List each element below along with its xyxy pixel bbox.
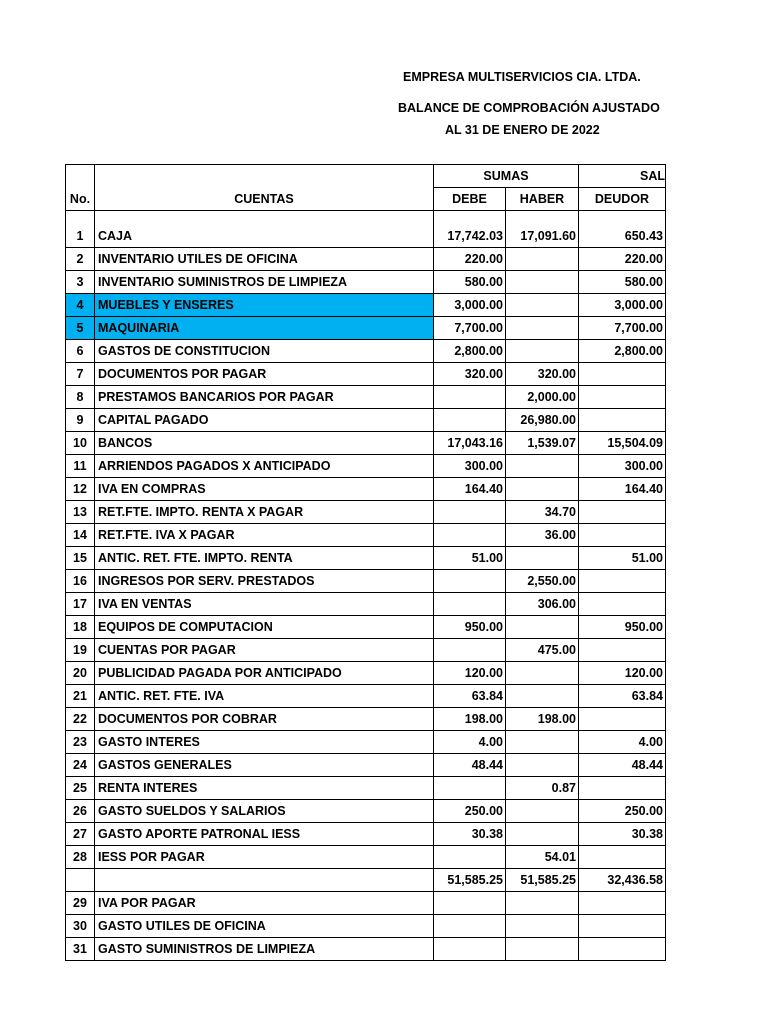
deudor-value — [579, 708, 666, 731]
account-row — [66, 915, 666, 938]
account-name: ANTIC. RET. FTE. IVA — [95, 685, 434, 708]
debe-value: 17,742.03 — [434, 225, 506, 248]
account-row — [66, 800, 666, 823]
account-row — [66, 777, 666, 800]
haber-value: 198.00 — [506, 708, 579, 731]
deudor-value: 250.00 — [579, 800, 666, 823]
row-number: 4 — [66, 294, 95, 317]
account-row — [66, 524, 666, 547]
haber-value: 26,980.00 — [506, 409, 579, 432]
deudor-value — [579, 846, 666, 869]
haber-value — [506, 685, 579, 708]
row-number: 17 — [66, 593, 95, 616]
haber-value — [506, 754, 579, 777]
debe-value: 4.00 — [434, 731, 506, 754]
debe-value — [434, 892, 506, 915]
account-name: GASTOS GENERALES — [95, 754, 434, 777]
account-name: RET.FTE. IVA X PAGAR — [95, 524, 434, 547]
report-date: AL 31 DE ENERO DE 2022 — [445, 123, 600, 137]
account-row — [66, 685, 666, 708]
account-row — [66, 363, 666, 386]
row-number: 22 — [66, 708, 95, 731]
row-number: 10 — [66, 432, 95, 455]
debe-value — [434, 915, 506, 938]
haber-value: 306.00 — [506, 593, 579, 616]
deudor-value — [579, 593, 666, 616]
account-row — [66, 662, 666, 685]
account-name: GASTO APORTE PATRONAL IESS — [95, 823, 434, 846]
row-number: 3 — [66, 271, 95, 294]
row-number: 30 — [66, 915, 95, 938]
haber-value — [506, 662, 579, 685]
account-row — [66, 823, 666, 846]
row-number: 14 — [66, 524, 95, 547]
debe-value: 164.40 — [434, 478, 506, 501]
haber-value: 36.00 — [506, 524, 579, 547]
row-number: 21 — [66, 685, 95, 708]
deudor-value — [579, 570, 666, 593]
account-name: DOCUMENTOS POR PAGAR — [95, 363, 434, 386]
deudor-value — [579, 915, 666, 938]
debe-value — [434, 639, 506, 662]
deudor-value: 63.84 — [579, 685, 666, 708]
report-title: BALANCE DE COMPROBACIÓN AJUSTADO — [398, 101, 660, 115]
row-number: 20 — [66, 662, 95, 685]
col-header-debe: DEBE — [434, 188, 506, 211]
account-name: EQUIPOS DE COMPUTACION — [95, 616, 434, 639]
account-row — [66, 317, 666, 340]
row-number: 1 — [66, 225, 95, 248]
row-number: 8 — [66, 386, 95, 409]
deudor-value — [579, 777, 666, 800]
row-number: 5 — [66, 317, 95, 340]
spacer-cell — [434, 211, 506, 226]
deudor-value — [579, 892, 666, 915]
account-name: IESS POR PAGAR — [95, 846, 434, 869]
row-number — [66, 869, 95, 892]
row-number: 27 — [66, 823, 95, 846]
haber-value: 1,539.07 — [506, 432, 579, 455]
col-header-haber: HABER — [506, 188, 579, 211]
deudor-value — [579, 938, 666, 961]
debe-value: 580.00 — [434, 271, 506, 294]
account-name: GASTO SUELDOS Y SALARIOS — [95, 800, 434, 823]
account-name: PUBLICIDAD PAGADA POR ANTICIPADO — [95, 662, 434, 685]
debe-value: 320.00 — [434, 363, 506, 386]
account-row — [66, 455, 666, 478]
account-name: GASTOS DE CONSTITUCION — [95, 340, 434, 363]
debe-value: 30.38 — [434, 823, 506, 846]
haber-value: 475.00 — [506, 639, 579, 662]
debe-value — [434, 777, 506, 800]
deudor-value: 164.40 — [579, 478, 666, 501]
haber-value: 2,550.00 — [506, 570, 579, 593]
deudor-value: 120.00 — [579, 662, 666, 685]
haber-value — [506, 455, 579, 478]
account-row — [66, 409, 666, 432]
spacer-row — [66, 211, 666, 226]
deudor-value: 30.38 — [579, 823, 666, 846]
haber-value — [506, 340, 579, 363]
row-number: 16 — [66, 570, 95, 593]
haber-value: 34.70 — [506, 501, 579, 524]
col-header-deudor: DEUDOR — [579, 188, 666, 211]
account-row — [66, 892, 666, 915]
deudor-value: 950.00 — [579, 616, 666, 639]
deudor-value — [579, 386, 666, 409]
row-number: 25 — [66, 777, 95, 800]
haber-value — [506, 731, 579, 754]
account-name: DOCUMENTOS POR COBRAR — [95, 708, 434, 731]
debe-value: 7,700.00 — [434, 317, 506, 340]
account-name: GASTO INTERES — [95, 731, 434, 754]
debe-value — [434, 409, 506, 432]
deudor-value: 48.44 — [579, 754, 666, 777]
account-name: GASTO SUMINISTROS DE LIMPIEZA — [95, 938, 434, 961]
haber-value — [506, 271, 579, 294]
haber-value — [506, 800, 579, 823]
deudor-value: 15,504.09 — [579, 432, 666, 455]
trial-balance-table-wrapper — [65, 164, 665, 961]
deudor-value — [579, 501, 666, 524]
col-header-no: No. — [66, 188, 95, 211]
totals-row — [66, 869, 666, 892]
haber-value — [506, 294, 579, 317]
debe-value: 63.84 — [434, 685, 506, 708]
debe-value — [434, 938, 506, 961]
haber-value — [506, 938, 579, 961]
account-name: MAQUINARIA — [95, 317, 434, 340]
account-row — [66, 271, 666, 294]
haber-value: 17,091.60 — [506, 225, 579, 248]
account-name: INVENTARIO UTILES DE OFICINA — [95, 248, 434, 271]
account-row — [66, 248, 666, 271]
haber-value — [506, 823, 579, 846]
account-row — [66, 616, 666, 639]
row-number: 11 — [66, 455, 95, 478]
account-name: INVENTARIO SUMINISTROS DE LIMPIEZA — [95, 271, 434, 294]
account-row — [66, 294, 666, 317]
group-header-row — [66, 165, 666, 188]
spacer-cell — [579, 211, 666, 226]
debe-value: 120.00 — [434, 662, 506, 685]
row-number: 12 — [66, 478, 95, 501]
account-row — [66, 593, 666, 616]
row-number: 15 — [66, 547, 95, 570]
debe-value — [434, 386, 506, 409]
deudor-value: 7,700.00 — [579, 317, 666, 340]
header-cell-empty — [95, 165, 434, 188]
account-name: RENTA INTERES — [95, 777, 434, 800]
account-name: RET.FTE. IMPTO. RENTA X PAGAR — [95, 501, 434, 524]
column-header-row — [66, 188, 666, 211]
row-number: 28 — [66, 846, 95, 869]
account-row — [66, 386, 666, 409]
account-name: IVA EN VENTAS — [95, 593, 434, 616]
deudor-value — [579, 524, 666, 547]
account-name: CUENTAS POR PAGAR — [95, 639, 434, 662]
row-number: 18 — [66, 616, 95, 639]
account-name: BANCOS — [95, 432, 434, 455]
row-number: 31 — [66, 938, 95, 961]
group-sumas: SUMAS — [434, 165, 579, 188]
debe-value — [434, 570, 506, 593]
account-row — [66, 547, 666, 570]
debe-value — [434, 501, 506, 524]
deudor-value — [579, 409, 666, 432]
header-cell-empty — [66, 165, 95, 188]
account-row — [66, 570, 666, 593]
trial-balance-table — [65, 164, 666, 961]
row-number: 19 — [66, 639, 95, 662]
account-name: PRESTAMOS BANCARIOS POR PAGAR — [95, 386, 434, 409]
row-number: 13 — [66, 501, 95, 524]
account-name: MUEBLES Y ENSERES — [95, 294, 434, 317]
debe-value — [434, 524, 506, 547]
haber-value — [506, 248, 579, 271]
row-number: 9 — [66, 409, 95, 432]
account-row — [66, 225, 666, 248]
debe-value: 48.44 — [434, 754, 506, 777]
haber-value — [506, 915, 579, 938]
haber-value — [506, 317, 579, 340]
account-row — [66, 432, 666, 455]
debe-value: 51.00 — [434, 547, 506, 570]
deudor-value: 4.00 — [579, 731, 666, 754]
deudor-value: 220.00 — [579, 248, 666, 271]
account-name: ARRIENDOS PAGADOS X ANTICIPADO — [95, 455, 434, 478]
row-number: 6 — [66, 340, 95, 363]
spacer-cell — [66, 211, 95, 226]
company-name: EMPRESA MULTISERVICIOS CIA. LTDA. — [403, 70, 641, 84]
account-name: INGRESOS POR SERV. PRESTADOS — [95, 570, 434, 593]
row-number: 29 — [66, 892, 95, 915]
account-row — [66, 501, 666, 524]
debe-value: 300.00 — [434, 455, 506, 478]
deudor-value: 51.00 — [579, 547, 666, 570]
haber-value: 2,000.00 — [506, 386, 579, 409]
haber-value: 0.87 — [506, 777, 579, 800]
haber-value: 51,585.25 — [506, 869, 579, 892]
row-number: 26 — [66, 800, 95, 823]
deudor-value: 3,000.00 — [579, 294, 666, 317]
account-name: GASTO UTILES DE OFICINA — [95, 915, 434, 938]
row-number: 24 — [66, 754, 95, 777]
debe-value: 2,800.00 — [434, 340, 506, 363]
account-row — [66, 938, 666, 961]
account-name: IVA POR PAGAR — [95, 892, 434, 915]
account-row — [66, 340, 666, 363]
account-name: CAPITAL PAGADO — [95, 409, 434, 432]
debe-value — [434, 846, 506, 869]
account-name — [95, 869, 434, 892]
row-number: 23 — [66, 731, 95, 754]
haber-value: 320.00 — [506, 363, 579, 386]
haber-value — [506, 547, 579, 570]
deudor-value: 300.00 — [579, 455, 666, 478]
deudor-value — [579, 639, 666, 662]
debe-value: 250.00 — [434, 800, 506, 823]
deudor-value — [579, 363, 666, 386]
deudor-value: 650.43 — [579, 225, 666, 248]
spacer-cell — [506, 211, 579, 226]
account-name: ANTIC. RET. FTE. IMPTO. RENTA — [95, 547, 434, 570]
col-header-cuentas: CUENTAS — [95, 188, 434, 211]
debe-value: 220.00 — [434, 248, 506, 271]
deudor-value: 32,436.58 — [579, 869, 666, 892]
haber-value: 54.01 — [506, 846, 579, 869]
group-saldos: SAL — [579, 165, 666, 188]
deudor-value: 2,800.00 — [579, 340, 666, 363]
debe-value: 3,000.00 — [434, 294, 506, 317]
account-row — [66, 846, 666, 869]
debe-value — [434, 593, 506, 616]
row-number: 7 — [66, 363, 95, 386]
debe-value: 51,585.25 — [434, 869, 506, 892]
account-row — [66, 639, 666, 662]
deudor-value: 580.00 — [579, 271, 666, 294]
debe-value: 198.00 — [434, 708, 506, 731]
account-name: CAJA — [95, 225, 434, 248]
debe-value: 950.00 — [434, 616, 506, 639]
account-row — [66, 708, 666, 731]
account-row — [66, 731, 666, 754]
spacer-cell — [95, 211, 434, 226]
account-row — [66, 754, 666, 777]
debe-value: 17,043.16 — [434, 432, 506, 455]
account-name: IVA EN COMPRAS — [95, 478, 434, 501]
row-number: 2 — [66, 248, 95, 271]
haber-value — [506, 478, 579, 501]
account-row — [66, 478, 666, 501]
haber-value — [506, 616, 579, 639]
haber-value — [506, 892, 579, 915]
